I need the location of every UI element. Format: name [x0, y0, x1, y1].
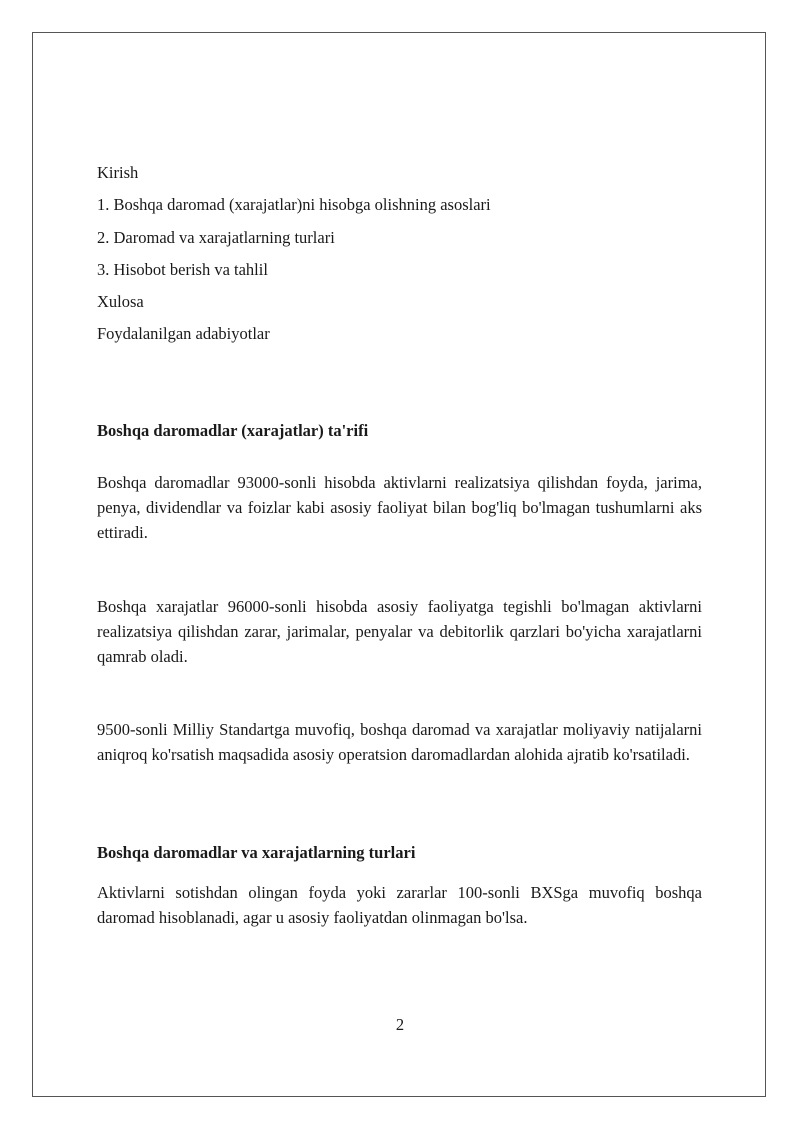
section-heading-definition: Boshqa daromadlar (xarajatlar) ta'rifi — [97, 421, 369, 440]
toc-item-conclusion: Xulosa — [97, 292, 144, 311]
toc-item-3: 3. Hisobot berish va tahlil — [97, 260, 268, 279]
page-border — [32, 32, 766, 1097]
paragraph-other-expenses: Boshqa xarajatlar 96000-sonli hisobda asosiy faoliyatga tegishli bo'lmagan aktivlarni realizatsiya qilishdan zarar, jarimalar, penyalar va debitorlik qarzlari bo'yicha xarajatlarni qamrab oladi. — [97, 597, 702, 666]
toc-item-2: 2. Daromad va xarajatlarning turlari — [97, 228, 335, 247]
paragraph-other-income: Boshqa daromadlar 93000-sonli hisobda aktivlarni realizatsiya qilishdan foyda, jarima, penya, dividendlar va foizlar kabi asosiy faoliyat bilan bog'liq bo'lmagan tushumlarni aks ettiradi. — [97, 473, 702, 542]
paragraph-asset-sales: Aktivlarni sotishdan olingan foyda yoki zararlar 100-sonli BXSga muvofiq boshqa daromad hisoblanadi, agar u asosiy faoliyatdan olinmagan bo'lsa. — [97, 883, 702, 927]
toc-item-intro: Kirish — [97, 163, 139, 182]
paragraph-national-standard: 9500-sonli Milliy Standartga muvofiq, boshqa daromad va xarajatlar moliyaviy natijalarni aniqroq ko'rsatish maqsadida asosiy operatsion daromadlardan alohida ajratib ko'rsatiladi. — [97, 720, 702, 764]
toc-item-1: 1. Boshqa daromad (xarajatlar)ni hisobga olishning asoslari — [97, 195, 491, 214]
page-number: 2 — [395, 1015, 405, 1034]
section-heading-types: Boshqa daromadlar va xarajatlarning turlari — [97, 843, 416, 862]
toc-item-references: Foydalanilgan adabiyotlar — [97, 324, 270, 343]
